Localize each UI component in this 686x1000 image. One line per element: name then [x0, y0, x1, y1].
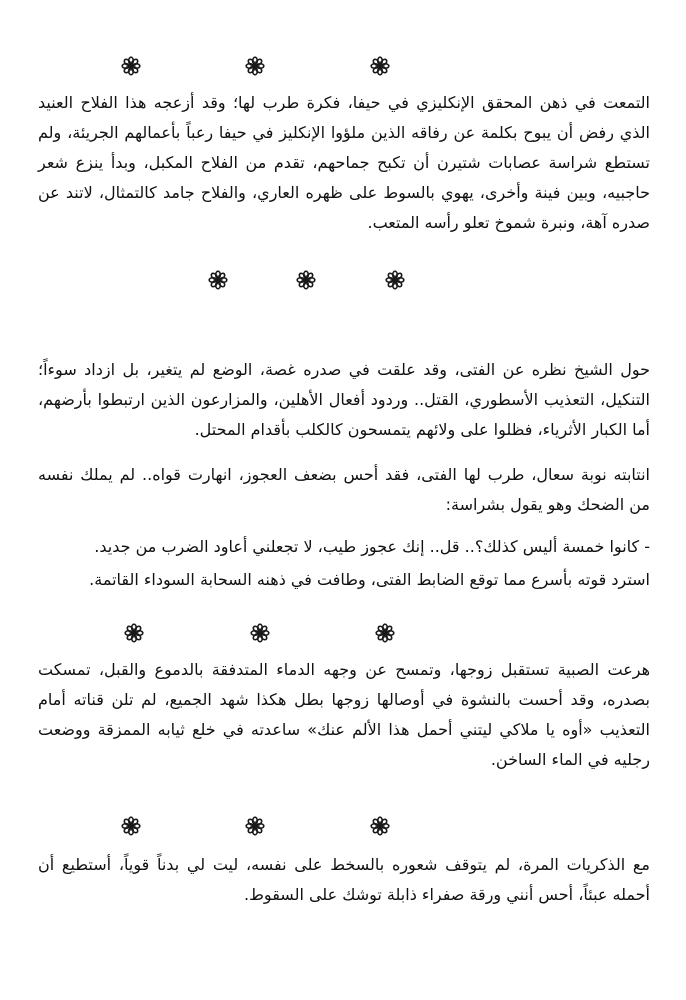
section-ornament-icon	[370, 816, 390, 836]
paragraph: التمعت في ذهن المحقق الإنكليزي في حيفا، فكرة طرب لها؛ وقد أزعجه هذا الفلاح العنيد الذي رفض أن يبوح بكلمة عن رفاقه الذين ملؤوا الإنكليز في حيفا رعباً بأعمالهم الجريئة، ولم تستطع شراسة عصابات شتيرن أن تكبح جماحهم، تقدم من الفلاح المكبل، وبدأ ينزع شعر حاجبيه، وبين فينة وأخرى، يهوي بالسوط على ظهره العاري، والفلاح جامد كالتمثال، لاتند عن صدره آهة، ونبرة شموخ تعلو رأسه المتعب.	[38, 93, 650, 232]
section-ornament-icon	[385, 270, 405, 290]
paragraph: حول الشيخ نظره عن الفتى، وقد علقت في صدره غصة، الوضع لم يتغير، بل ازداد سوءاً؛ التنكيل، التعذيب الأسطوري، القتل.. وردود أفعال الأهلين، والمزارعون الذين ارتبطوا بأرضهم، أما الكبار الأثرياء، فظلوا على ولائهم يتمسحون كالكلب بأقدام المحتل.	[38, 360, 650, 439]
section-ornament-icon	[245, 56, 265, 76]
dialogue-line: - كانوا خمسة أليس كذلك؟.. قل.. إنك عجوز طيب، لا تجعلني أعاود الضرب من جديد.	[94, 537, 650, 556]
section-ornament-icon	[370, 56, 390, 76]
paragraph: مع الذكريات المرة، لم يتوقف شعوره بالسخط على نفسه، ليت لي بدناً قوياً، أستطيع أن أحمله عبئاً، أحس أنني ورقة صفراء ذابلة توشك على السقوط.	[38, 855, 650, 904]
section-ornament-icon	[296, 270, 316, 290]
paragraph: انتابته نوبة سعال، طرب لها الفتى، فقد أحس بضعف العجوز، انهارت قواه.. لم يملك نفسه من الضحك وهو يقول بشراسة:	[38, 465, 650, 514]
section-ornament-icon	[250, 623, 270, 643]
section-ornament-icon	[208, 270, 228, 290]
section-ornament-icon	[121, 816, 141, 836]
section-ornament-icon	[245, 816, 265, 836]
section-ornament-icon	[375, 623, 395, 643]
paragraph: هرعت الصبية تستقبل زوجها، وتمسح عن وجهه الدماء المتدفقة بالدموع والقبل، تمسكت بصدره، وقد أحست بالنشوة في أوصالها زوجها بطل هكذا شهد الجميع، لم تلن قناته أمام التعذيب «أوه يا ملاكي ليتني أحمل هذا الألم عنك» ساعدته في خلع ثيابه الممزقة ووضعت رجليه في الماء الساخن.	[38, 660, 650, 769]
section-ornament-icon	[121, 56, 141, 76]
section-ornament-icon	[124, 623, 144, 643]
paragraph: استرد قوته بأسرع مما توقع الضابط الفتى، وطافت في ذهنه السحابة السوداء القاتمة.	[89, 570, 650, 589]
